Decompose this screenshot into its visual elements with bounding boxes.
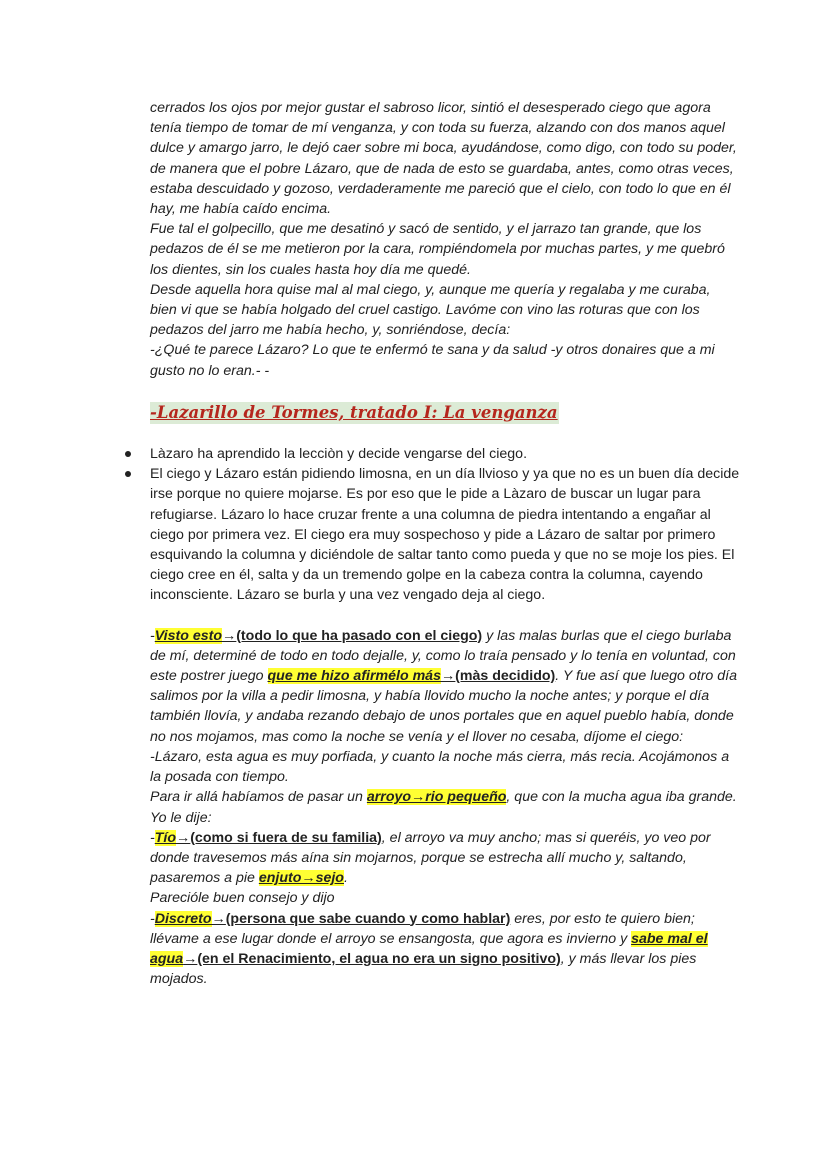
arrow: → [440, 668, 456, 685]
arrow: → [176, 829, 191, 846]
passage-text: . [343, 870, 348, 887]
gloss-note: (màs decidido) [455, 668, 556, 685]
top-passage [150, 98, 740, 381]
passage-text: , el arroyo va muy ancho; mas si queréis, yo veo por donde travesemos más aína sin mojarnos, porque se estrecha allí mucho y, saltando, pasaremos a pie [150, 829, 711, 887]
arrow: → [222, 627, 237, 644]
annotated-paragraph [150, 909, 740, 990]
annotated-paragraph: Parecióle buen consejo y dijo [150, 890, 335, 907]
passage-paragraph: Desde aquella hora quise mal al mal ciego, y, aunque me quería y regalaba y me curaba, bien vi que se había holgado del cruel castigo. Lavóme con vino las roturas que con los pedazos del jarro me había hecho, y, sonriéndose, decía: [150, 281, 711, 339]
bullet-dot-icon [125, 451, 131, 457]
dash: - [150, 627, 155, 644]
annotated-passage [150, 626, 740, 990]
annotated-paragraph [150, 626, 740, 747]
annotated-paragraph: -Lázaro, esta agua es muy porfiada, y cuanto la noche más cierra, más recia. Acojámonos a la posada con tiempo. [150, 748, 730, 786]
list-item-text: Làzaro ha aprendido la lecciòn y decide vengarse del ciego. [150, 446, 528, 463]
passage-text: . Y fue así que luego otro día salimos por la villa a pedir limosna, y había llovido mucho la noche antes; y porque el día también llovía, y andaba rezando debajo de unos portales que en aquel pueblo había, donde no nos mojamos, mas como la noche se venía y el llover no cesaba, díjome el ciego: [150, 668, 737, 745]
gloss-note: (en el Renacimiento, el agua no era un signo positivo) [197, 950, 561, 967]
arrow: → [211, 910, 226, 927]
passage-text: , y más llevar los pies mojados. [150, 950, 697, 988]
gloss-note: (persona que sabe cuando y como hablar) [225, 910, 511, 927]
annotated-paragraph [150, 787, 740, 827]
highlighted-term: Discreto [154, 910, 212, 927]
highlighted-term: que me hizo afirmélo más [267, 668, 441, 685]
passage-paragraph: Fue tal el golpecillo, que me desatinó y sacó de sentido, y el jarrazo tan grande, que los pedazos de él se me metieron por la cara, rompiéndomela por muchas partes, y me quebró los dientes, sin los cuales hasta hoy día me quedé. [150, 221, 725, 278]
passage-text: y las malas burlas que el ciego burlaba de mí, determiné de todo en todo dejalle, y, como lo traía pensado y lo tenía en voluntad, con este postrer juego [150, 627, 736, 685]
list-item [150, 464, 740, 605]
document-content [150, 98, 740, 989]
dash: - [150, 910, 155, 927]
list-item-text: El ciego y Lázaro están pidiendo limosna, en un día llvioso y ya que no es un buen día decide irse porque no quiere mojarse. Es por eso que le pide a Làzaro de buscar un lugar para refugiarse. Lázaro lo hace cruzar frente a una columna de piedra intentando a engañar al ciego por primera vez. El ciego era muy sospechoso y pide a Lázaro de saltar por primero esquivando la columna y diciéndole de saltar tanto como pueda y que no se moje los pies. El ciego cree en él, salta y da un tremendo golpe en la cabeza contra la columna, cayendo inconsciente. Lázaro se burla y una vez vengado deja al ciego. [150, 466, 740, 604]
passage-paragraph: -¿Qué te parece Lázaro? Lo que te enfermó te sana y da salud -y otros donaires que a mi gusto no lo eran.- - [150, 342, 715, 379]
annotated-paragraph [150, 828, 740, 889]
section-heading-wrap [150, 402, 740, 424]
gloss-note: (como si fuera de su familia) [190, 829, 382, 846]
passage-text: Para ir allá habíamos de pasar un [150, 789, 367, 806]
highlighted-term: arroyo→rio pequeño [366, 789, 507, 806]
gloss-note: (todo lo que ha pasado con el ciego) [236, 627, 483, 644]
section-heading: -Lazarillo de Tormes, tratado I: La venganza [150, 402, 558, 422]
passage-text: , que con la mucha agua iba grande. Yo le dije: [150, 789, 737, 826]
highlighted-term: enjuto→sejo [258, 870, 344, 887]
arrow: → [183, 950, 198, 967]
highlighted-term: sabe mal el agua [150, 930, 708, 967]
dash: - [150, 829, 155, 846]
passage-paragraph: cerrados los ojos por mejor gustar el sabroso licor, sintió el desesperado ciego que agora tenía tiempo de tomar de mí venganza, y con toda su fuerza, alzando con dos manos aquel dulce y amargo jarro, le dejó caer sobre mi boca, ayudándose, como digo, con todo su poder, de manera que el pobre Lázaro, que de nada de esto se guardaba, antes, como otras veces, estaba descuidado y gozoso, verdaderamente me pareció que el cielo, con todo lo que en él hay, me había caído encima. [150, 100, 737, 218]
bullet-dot-icon [125, 471, 131, 477]
summary-list [150, 444, 740, 606]
highlighted-term: Visto esto [154, 627, 223, 644]
highlighted-term: Tío [154, 829, 177, 846]
list-item [150, 444, 740, 464]
passage-text: eres, por esto te quiero bien; llévame a ese lugar donde el arroyo se ensangosta, que agora es invierno y [150, 910, 695, 947]
